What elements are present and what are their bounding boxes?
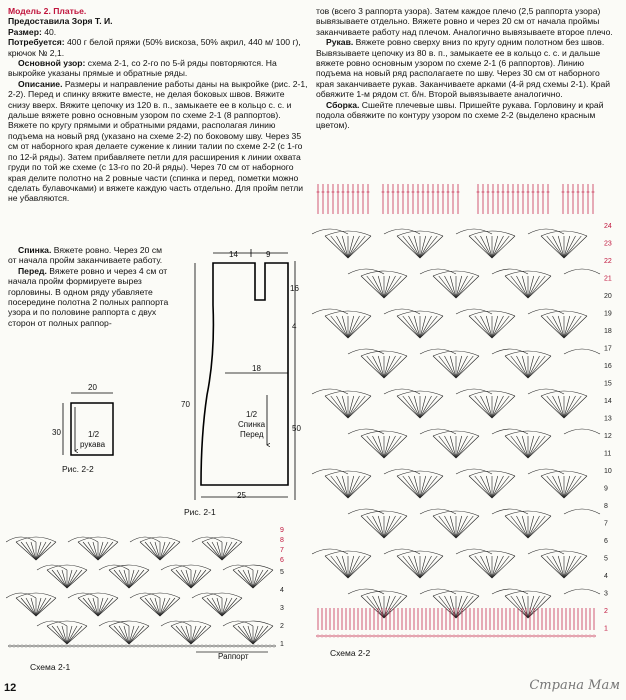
sleeve-fraction: 1/2 [88,430,100,439]
dress-top-14: 14 [229,250,238,259]
row-number: 12 [604,433,612,440]
model-title: Модель 2. Платье. [8,6,87,16]
row-number: 20 [604,293,612,300]
front-value: Вяжете ровно и через 4 см от начала пройм формируете вырез горловины. В одном ряду убавляете посередине полотна 2 полных раппорта узора и по половине раппорта с двух сторон от полных раппор- [8,265,169,328]
row-number: 5 [604,555,608,563]
scheme-2-2-diagram [312,178,624,656]
row-number: 17 [604,345,612,353]
scheme-2-2-caption: Схема 2-2 [330,648,371,658]
row-number: 10 [604,468,612,475]
assembly-value: Сшейте плечевые швы. Пришейте рукава. Горловину и край подола обвяжите по контуру узором по схеме 2-2 (выделено красным цветом). [316,99,604,131]
page-number: 12 [4,682,17,694]
scheme-2-1-diagram [6,518,296,658]
row-number: 4 [604,573,608,580]
dress-label-front: Перед [240,430,264,439]
row-number: 8 [604,503,608,510]
scheme-2-1-rapport: Раппорт [218,652,249,661]
dress-caption: Рис. 2-1 [184,507,216,517]
row-number: 7 [280,547,284,554]
row-number: 3 [604,590,608,598]
row-number: 7 [604,520,608,528]
row-number: 14 [604,398,612,405]
row-number: 13 [604,415,612,423]
row-number: 5 [280,569,284,576]
dress-side-4: 4 [292,322,297,331]
left-text-column [8,6,308,204]
sleeve-width-label: 20 [88,383,97,392]
dress-side-16: 16 [290,284,299,293]
size-label: Размер: [8,26,42,37]
sleeve-label: Рукав. [326,37,354,48]
back-label: Спинка. [18,245,52,255]
dress-fraction: 1/2 [246,410,258,419]
dress-hem-25: 25 [237,491,246,500]
sleeve-caption: Рис. 2-2 [62,464,94,474]
dress-top-9: 9 [266,250,271,259]
row-number: 1 [280,641,284,648]
dress-label-back: Спинка [238,420,266,429]
author-line: Предоставила Зоря Т. И. [8,16,113,27]
row-number: 9 [604,485,608,493]
continuation-text: тов (всего 3 раппорта узора). Затем каждое плечо (2,5 раппорта узора) вывязываете отдельно. Вяжете ровно и через 20 см от начала проймы заканчиваете работу над плечом. Аналогично вывязываете второе плечо. [316,6,613,37]
row-number: 16 [604,363,612,370]
watermark: Страна Мам [529,678,620,693]
right-text-column [316,6,620,131]
desc-value: Размеры и направление работы даны на выкройке (рис. 2-1, 2-2). Перед и спинку вяжите вместе, не делая боковых швов. Вяжите снизу вверх. Вяжите цепочку из 120 в. п., замыкаете ее в кольцо с. с. и дальше вяжете ровно основным узором по схеме 2-1 (8 раппортов). Вяжете по кругу прямыми и обратными рядами, располагая линию подъема на новый ряд (указано на схеме 2-2) по боковому шву. Через 35 см от наборного края делаете сужение к линии талии по схеме 2-2 (с 1-го по 12-й ряды). Затем прибавляете петли для расширения к линии охвата груди по той же схеме (с 13-го по 20-й ряды). Через 70 см от наборного края делите полотно на 2 ровные части (спинка и перед, пометки можно сделать булавочками) и вяжете каждую часть отдельно. Для пройм петли не убавляются. [8,78,308,204]
dress-height-50: 50 [292,424,301,433]
scheme-2-1-caption: Схема 2-1 [30,662,71,672]
row-number: 22 [604,258,612,265]
needs-label: Потребуется: [8,37,65,48]
needs-value: 400 г белой пряжи (50% вискоза, 50% акрил, 440 м/ 100 г), крючок № 2,1. [8,37,301,58]
row-number: 24 [604,223,612,230]
pattern-value: схема 2-1, со 2-го по 5-й ряды повторяются. На выкройке указаны прямые и обратные ряды. [8,58,277,79]
row-number: 19 [604,310,612,318]
pattern-label: Основной узор: [18,58,86,69]
row-number: 6 [604,538,608,545]
row-number: 4 [280,587,284,594]
dress-schematic [185,245,305,510]
row-number: 3 [280,605,284,612]
row-number: 2 [280,623,284,630]
sleeve-name: рукава [80,440,106,449]
front-label: Перед. [18,265,47,276]
size-value: 40. [44,26,57,37]
row-number: 8 [280,537,284,544]
row-number: 18 [604,328,612,335]
row-number: 1 [604,625,608,633]
row-number: 9 [280,527,284,534]
row-number: 11 [604,450,612,458]
sleeve-height-label: 30 [52,428,61,437]
left-text-lower [8,245,170,328]
row-number: 6 [280,557,284,564]
row-number: 15 [604,380,612,388]
desc-label: Описание. [18,78,63,89]
dress-waist-18: 18 [252,364,261,373]
row-number: 2 [604,608,608,615]
row-number: 23 [604,240,612,248]
back-value: Вяжете ровно. Через 20 см от начала пройм заканчиваете работу. [8,245,163,266]
assembly-label: Сборка. [326,99,360,110]
dress-height-70: 70 [181,400,190,409]
row-number: 21 [604,275,612,283]
sleeve-value: Вяжете ровно сверху вниз по кругу одним полотном без швов. Вывязываете цепочку из 80 в. п., замыкаете ее в кольцо с. с. и дальше вяжете ровно основным узором по схеме 2-1 (6 раппортов). Линию подъема на новый ряд располагаете по шву. Через 30 см от наборного края заканчиваете рукав. Заканчиваете арками (4-й ряд схемы 2-1). Край обвяжите 1-м рядом ст. б/н. Второй вывязываете аналогично. [316,37,611,100]
